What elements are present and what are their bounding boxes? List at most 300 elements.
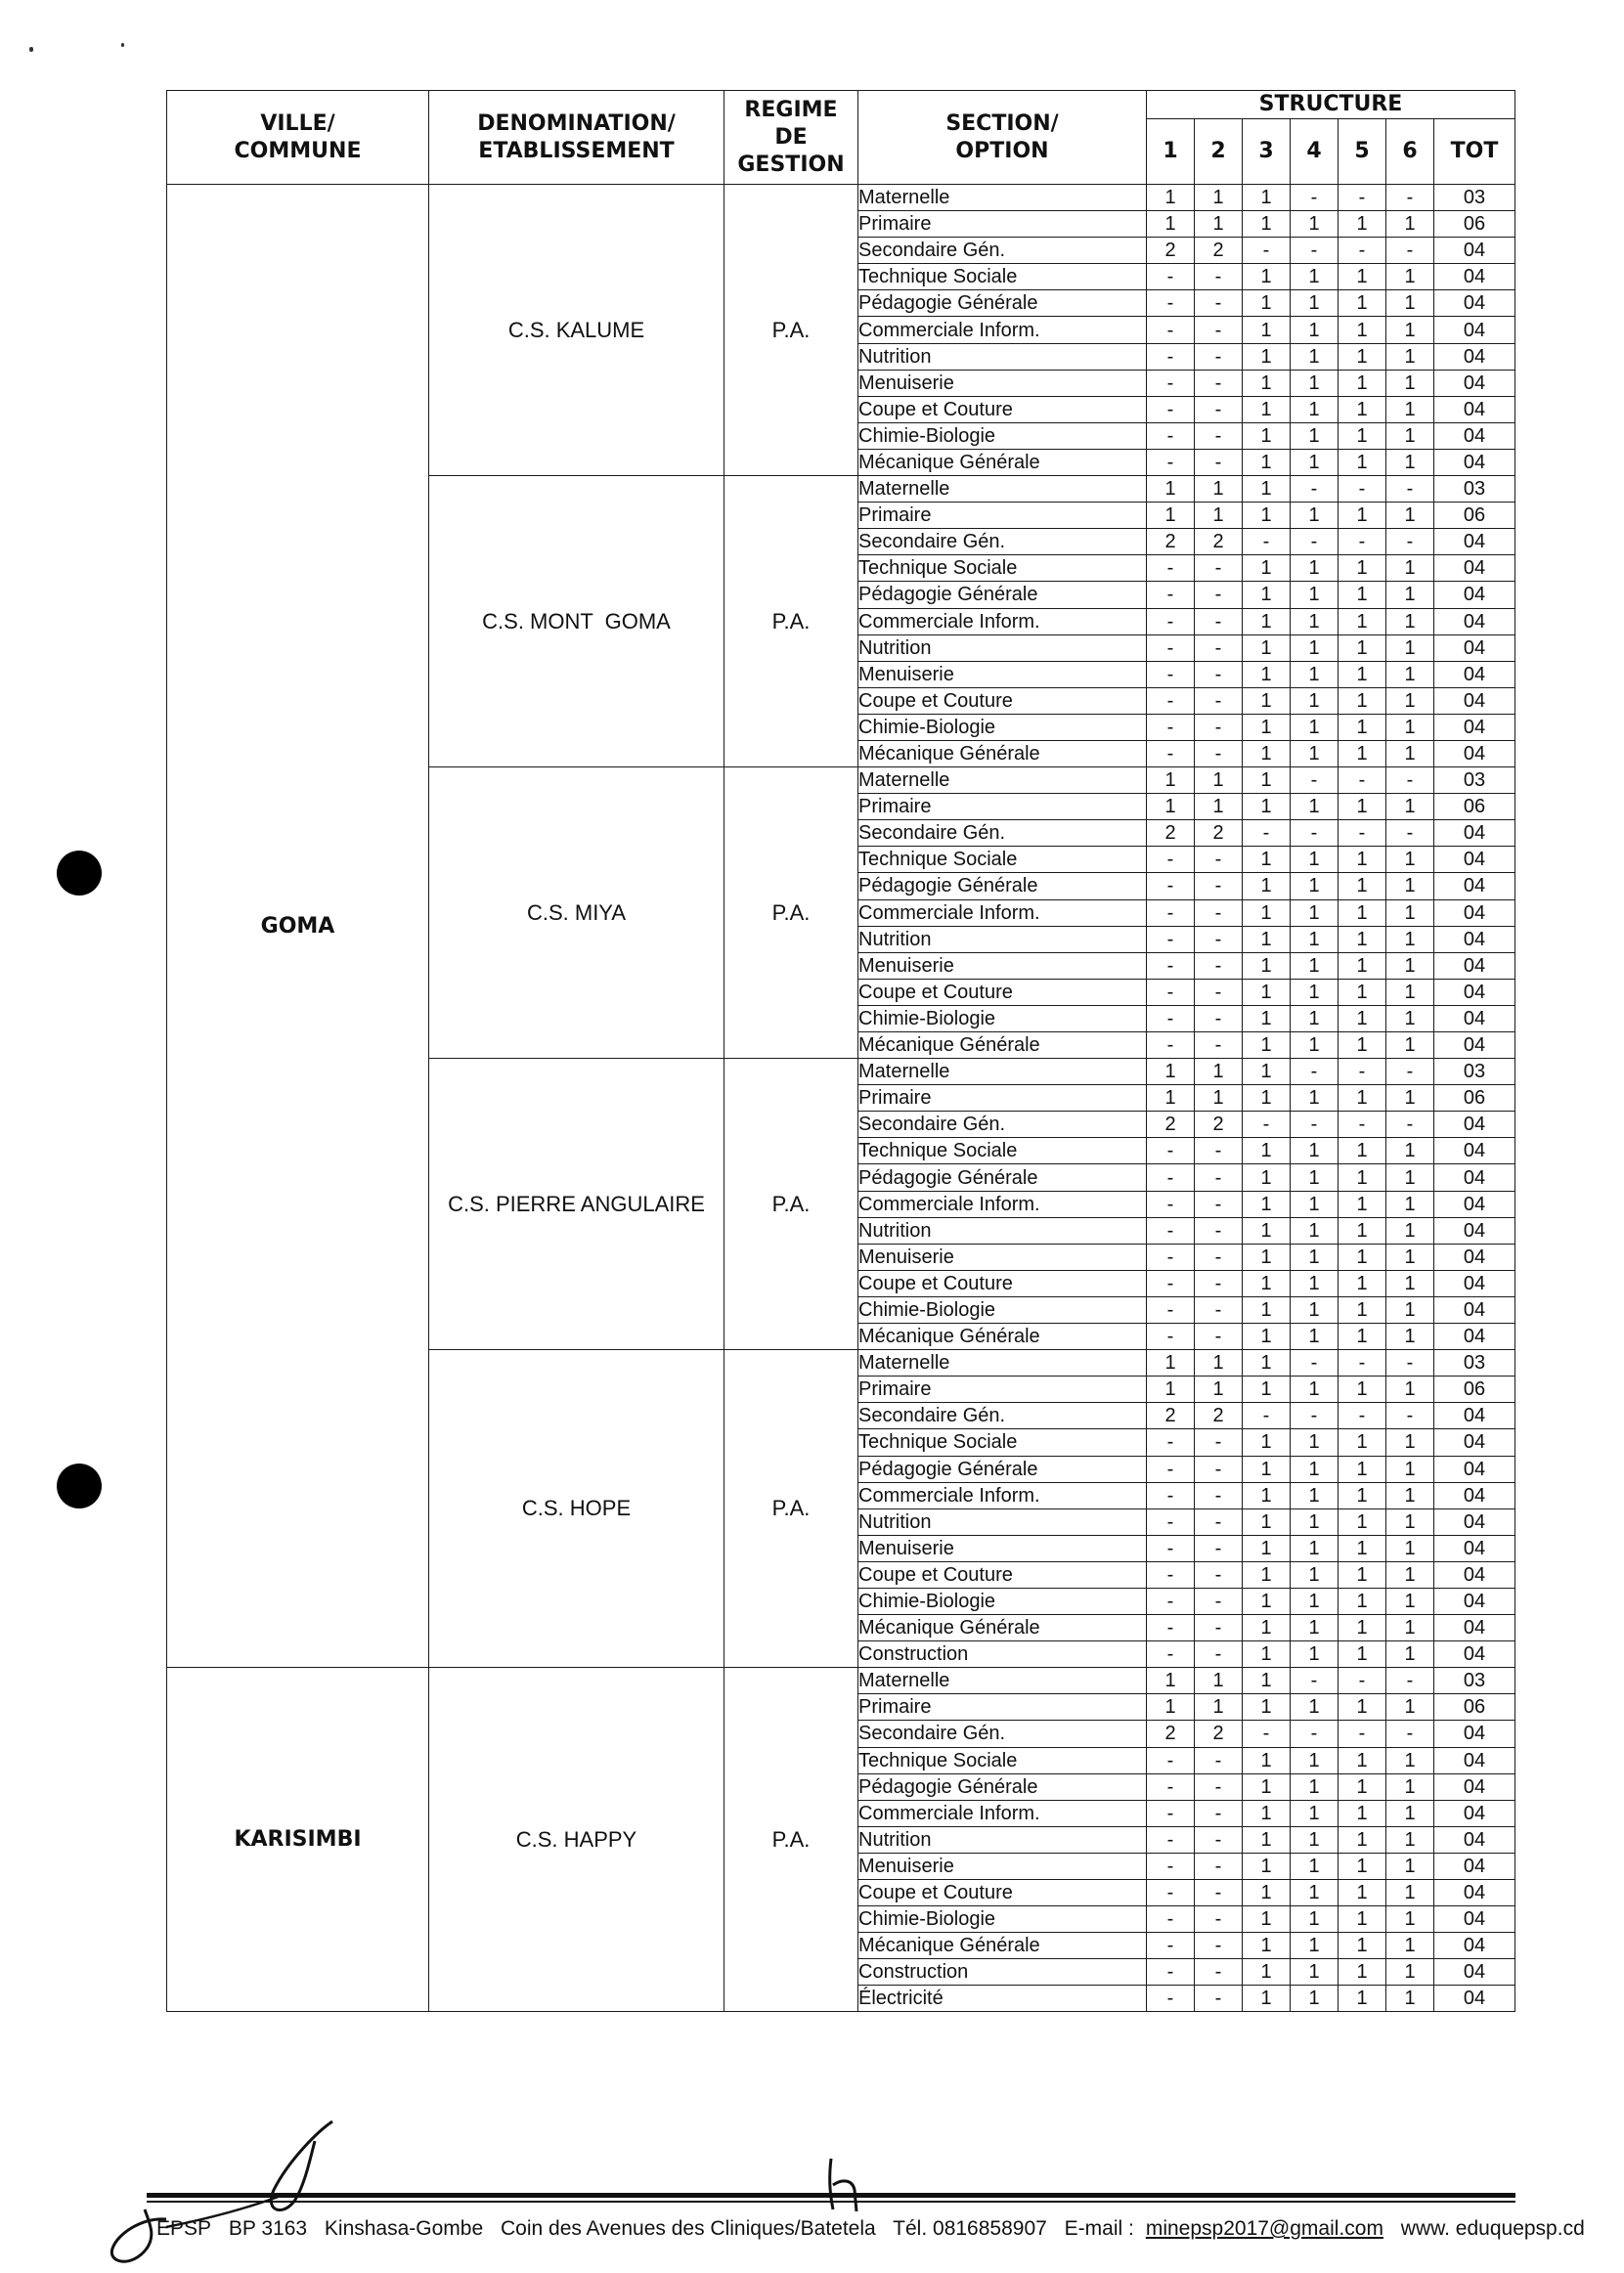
structure-cell-1: -: [1147, 1773, 1195, 1800]
total-cell: 06: [1434, 1694, 1515, 1721]
structure-cell-6: -: [1386, 820, 1434, 847]
total-cell: 04: [1434, 1959, 1515, 1986]
structure-cell-5: 1: [1339, 1588, 1386, 1614]
structure-cell-4: 1: [1291, 1164, 1339, 1191]
structure-cell-6: 1: [1386, 1164, 1434, 1191]
option-cell: Commerciale Inform.: [858, 899, 1147, 926]
structure-cell-4: 1: [1291, 1138, 1339, 1164]
structure-cell-4: 1: [1291, 1217, 1339, 1244]
structure-cell-5: 1: [1339, 1456, 1386, 1482]
structure-cell-3: 1: [1243, 1880, 1291, 1906]
option-cell: Menuiserie: [858, 952, 1147, 979]
structure-cell-5: 1: [1339, 1085, 1386, 1112]
structure-cell-3: 1: [1243, 1561, 1291, 1588]
structure-cell-2: -: [1195, 1324, 1243, 1350]
structure-cell-6: 1: [1386, 290, 1434, 317]
scan-speck: [29, 47, 33, 52]
structure-cell-2: -: [1195, 1641, 1243, 1668]
structure-cell-4: -: [1291, 767, 1339, 794]
structure-cell-2: 1: [1195, 1694, 1243, 1721]
footer-rule: [147, 2193, 1515, 2198]
structure-cell-5: 1: [1339, 264, 1386, 290]
regime-cell: P.A.: [724, 1668, 858, 2012]
structure-cell-1: -: [1147, 979, 1195, 1005]
structure-cell-3: 1: [1243, 185, 1291, 211]
option-cell: Coupe et Couture: [858, 687, 1147, 714]
structure-cell-4: 1: [1291, 1853, 1339, 1879]
header-denomination: DENOMINATION/ ETABLISSEMENT: [429, 91, 724, 185]
structure-cell-2: -: [1195, 1880, 1243, 1906]
total-cell: 04: [1434, 634, 1515, 661]
structure-cell-2: 2: [1195, 820, 1243, 847]
structure-cell-1: -: [1147, 396, 1195, 422]
structure-cell-6: 1: [1386, 1906, 1434, 1933]
structure-cell-4: 1: [1291, 608, 1339, 634]
regime-cell: P.A.: [724, 185, 858, 476]
structure-cell-3: 1: [1243, 714, 1291, 740]
structure-cell-1: -: [1147, 1588, 1195, 1614]
structure-cell-3: 1: [1243, 1800, 1291, 1826]
footer-address: Coin des Avenues des Cliniques/Batetela: [501, 2217, 876, 2240]
structure-cell-4: -: [1291, 1403, 1339, 1429]
structure-cell-4: 1: [1291, 1535, 1339, 1561]
total-cell: 04: [1434, 529, 1515, 555]
structure-cell-5: 1: [1339, 1747, 1386, 1773]
structure-cell-6: 1: [1386, 1641, 1434, 1668]
structure-cell-1: -: [1147, 1641, 1195, 1668]
structure-cell-4: 1: [1291, 661, 1339, 687]
structure-cell-1: -: [1147, 422, 1195, 449]
option-cell: Secondaire Gén.: [858, 1403, 1147, 1429]
structure-cell-2: -: [1195, 687, 1243, 714]
total-cell: 04: [1434, 238, 1515, 264]
structure-cell-2: 1: [1195, 211, 1243, 238]
option-cell: Coupe et Couture: [858, 1880, 1147, 1906]
structure-cell-1: 2: [1147, 529, 1195, 555]
structure-cell-5: 1: [1339, 952, 1386, 979]
structure-cell-5: 1: [1339, 926, 1386, 952]
option-cell: Pédagogie Générale: [858, 1773, 1147, 1800]
option-cell: Technique Sociale: [858, 264, 1147, 290]
structure-cell-1: -: [1147, 290, 1195, 317]
option-cell: Secondaire Gén.: [858, 1721, 1147, 1747]
option-cell: Technique Sociale: [858, 1138, 1147, 1164]
structure-cell-5: 1: [1339, 661, 1386, 687]
structure-cell-6: 1: [1386, 370, 1434, 396]
structure-cell-6: 1: [1386, 1826, 1434, 1853]
total-cell: 04: [1434, 264, 1515, 290]
structure-cell-3: 1: [1243, 1773, 1291, 1800]
structure-cell-3: 1: [1243, 422, 1291, 449]
structure-cell-2: 1: [1195, 503, 1243, 529]
structure-cell-3: 1: [1243, 899, 1291, 926]
structure-cell-6: 1: [1386, 1138, 1434, 1164]
header-col-3: 3: [1243, 119, 1291, 185]
structure-cell-1: -: [1147, 1906, 1195, 1933]
structure-cell-3: 1: [1243, 794, 1291, 820]
structure-cell-5: 1: [1339, 1641, 1386, 1668]
structure-cell-5: -: [1339, 476, 1386, 503]
structure-cell-1: -: [1147, 1270, 1195, 1296]
structure-cell-5: -: [1339, 820, 1386, 847]
structure-cell-5: -: [1339, 1403, 1386, 1429]
structure-cell-6: -: [1386, 767, 1434, 794]
option-cell: Commerciale Inform.: [858, 317, 1147, 343]
structure-cell-2: -: [1195, 264, 1243, 290]
structure-cell-3: -: [1243, 1403, 1291, 1429]
structure-cell-6: 1: [1386, 687, 1434, 714]
structure-cell-5: 1: [1339, 449, 1386, 475]
structure-cell-5: 1: [1339, 1986, 1386, 2012]
header-col-5: 5: [1339, 119, 1386, 185]
option-cell: Mécanique Générale: [858, 1615, 1147, 1641]
option-cell: Pédagogie Générale: [858, 873, 1147, 899]
footer-org: EPSP: [156, 2217, 212, 2240]
option-cell: Primaire: [858, 1377, 1147, 1403]
option-cell: Électricité: [858, 1986, 1147, 2012]
structure-cell-1: -: [1147, 926, 1195, 952]
structure-cell-2: -: [1195, 1032, 1243, 1059]
establishment-name: C.S. MONT GOMA: [429, 476, 724, 767]
structure-cell-6: 1: [1386, 979, 1434, 1005]
structure-cell-2: -: [1195, 1217, 1243, 1244]
structure-cell-2: 1: [1195, 1377, 1243, 1403]
header-section: SECTION/ OPTION: [858, 91, 1147, 185]
structure-cell-3: 1: [1243, 847, 1291, 873]
structure-cell-5: 1: [1339, 1138, 1386, 1164]
structure-cell-2: 2: [1195, 1721, 1243, 1747]
total-cell: 03: [1434, 1668, 1515, 1694]
structure-cell-2: -: [1195, 873, 1243, 899]
structure-cell-5: 1: [1339, 1615, 1386, 1641]
structure-cell-1: -: [1147, 1482, 1195, 1508]
structure-cell-1: -: [1147, 1959, 1195, 1986]
structure-cell-3: 1: [1243, 1641, 1291, 1668]
structure-cell-1: 1: [1147, 211, 1195, 238]
structure-cell-3: 1: [1243, 1694, 1291, 1721]
option-cell: Maternelle: [858, 1350, 1147, 1377]
structure-cell-3: 1: [1243, 1826, 1291, 1853]
punch-hole-top: [57, 851, 102, 896]
structure-cell-6: 1: [1386, 1800, 1434, 1826]
structure-cell-1: -: [1147, 1880, 1195, 1906]
total-cell: 04: [1434, 1112, 1515, 1138]
structure-cell-6: 1: [1386, 449, 1434, 475]
structure-cell-2: -: [1195, 1561, 1243, 1588]
structure-cell-2: -: [1195, 290, 1243, 317]
structure-cell-4: -: [1291, 185, 1339, 211]
structure-cell-1: -: [1147, 1535, 1195, 1561]
total-cell: 04: [1434, 899, 1515, 926]
structure-cell-3: 1: [1243, 634, 1291, 661]
option-cell: Nutrition: [858, 1508, 1147, 1535]
structure-cell-2: 1: [1195, 476, 1243, 503]
structure-cell-4: -: [1291, 1059, 1339, 1085]
header-col-4: 4: [1291, 119, 1339, 185]
total-cell: 04: [1434, 1508, 1515, 1535]
structure-cell-4: 1: [1291, 264, 1339, 290]
structure-cell-2: -: [1195, 1138, 1243, 1164]
option-cell: Coupe et Couture: [858, 979, 1147, 1005]
structure-cell-6: -: [1386, 1059, 1434, 1085]
structure-cell-6: -: [1386, 238, 1434, 264]
structure-cell-2: -: [1195, 1191, 1243, 1217]
structure-cell-2: -: [1195, 1270, 1243, 1296]
structure-cell-6: 1: [1386, 899, 1434, 926]
signature-left: [88, 2102, 342, 2273]
structure-cell-2: 1: [1195, 1059, 1243, 1085]
structure-cell-6: 1: [1386, 873, 1434, 899]
option-cell: Maternelle: [858, 185, 1147, 211]
structure-cell-6: 1: [1386, 422, 1434, 449]
structure-cell-3: 1: [1243, 926, 1291, 952]
structure-cell-6: -: [1386, 1668, 1434, 1694]
structure-cell-6: 1: [1386, 1535, 1434, 1561]
regime-cell: P.A.: [724, 1350, 858, 1668]
structure-cell-3: 1: [1243, 1032, 1291, 1059]
structure-cell-5: 1: [1339, 1880, 1386, 1906]
structure-cell-5: 1: [1339, 794, 1386, 820]
footer-website: www. eduquepsp.cd: [1400, 2217, 1585, 2240]
footer-email: minepsp2017@gmail.com: [1145, 2217, 1383, 2240]
structure-cell-2: -: [1195, 396, 1243, 422]
structure-cell-1: -: [1147, 264, 1195, 290]
structure-cell-5: 1: [1339, 1906, 1386, 1933]
structure-cell-3: 1: [1243, 1191, 1291, 1217]
total-cell: 04: [1434, 687, 1515, 714]
total-cell: 04: [1434, 1032, 1515, 1059]
structure-cell-4: -: [1291, 1668, 1339, 1694]
structure-cell-2: 1: [1195, 1350, 1243, 1377]
structure-cell-3: 1: [1243, 687, 1291, 714]
structure-cell-1: -: [1147, 1800, 1195, 1826]
structure-cell-2: -: [1195, 422, 1243, 449]
structure-cell-6: 1: [1386, 634, 1434, 661]
structure-cell-4: 1: [1291, 1561, 1339, 1588]
structure-cell-5: 1: [1339, 714, 1386, 740]
structure-cell-1: -: [1147, 343, 1195, 370]
structure-cell-2: -: [1195, 582, 1243, 608]
structure-cell-4: 1: [1291, 873, 1339, 899]
structure-cell-3: 1: [1243, 608, 1291, 634]
structure-cell-6: 1: [1386, 1694, 1434, 1721]
structure-cell-3: 1: [1243, 767, 1291, 794]
structure-cell-1: -: [1147, 370, 1195, 396]
structure-cell-1: -: [1147, 1296, 1195, 1323]
total-cell: 04: [1434, 926, 1515, 952]
structure-cell-5: 1: [1339, 634, 1386, 661]
total-cell: 04: [1434, 740, 1515, 766]
structure-cell-1: 1: [1147, 185, 1195, 211]
footer-bp: BP 3163: [228, 2217, 308, 2240]
structure-cell-6: 1: [1386, 1933, 1434, 1959]
structure-cell-4: 1: [1291, 899, 1339, 926]
signature-center: [821, 2151, 870, 2219]
footer-city: Kinshasa-Gombe: [324, 2217, 484, 2240]
total-cell: 03: [1434, 185, 1515, 211]
structure-cell-4: 1: [1291, 1429, 1339, 1456]
structure-cell-6: 1: [1386, 1561, 1434, 1588]
structure-cell-4: 1: [1291, 1800, 1339, 1826]
structure-cell-5: -: [1339, 1668, 1386, 1694]
structure-cell-4: 1: [1291, 1933, 1339, 1959]
structure-cell-1: -: [1147, 317, 1195, 343]
structure-cell-1: 1: [1147, 1059, 1195, 1085]
structure-cell-4: 1: [1291, 555, 1339, 582]
total-cell: 04: [1434, 422, 1515, 449]
option-cell: Coupe et Couture: [858, 1561, 1147, 1588]
structure-cell-5: 1: [1339, 1296, 1386, 1323]
total-cell: 04: [1434, 1906, 1515, 1933]
option-cell: Primaire: [858, 503, 1147, 529]
structure-cell-6: 1: [1386, 1508, 1434, 1535]
structure-cell-5: -: [1339, 1059, 1386, 1085]
structure-cell-4: 1: [1291, 740, 1339, 766]
total-cell: 04: [1434, 1535, 1515, 1561]
structure-cell-6: 1: [1386, 264, 1434, 290]
structure-cell-5: 1: [1339, 1853, 1386, 1879]
structure-cell-4: 1: [1291, 1482, 1339, 1508]
structure-cell-3: 1: [1243, 1270, 1291, 1296]
structure-cell-2: -: [1195, 343, 1243, 370]
structure-cell-3: 1: [1243, 211, 1291, 238]
option-cell: Secondaire Gén.: [858, 820, 1147, 847]
structure-cell-6: 1: [1386, 1244, 1434, 1270]
structure-cell-2: -: [1195, 1535, 1243, 1561]
option-cell: Pédagogie Générale: [858, 1456, 1147, 1482]
structure-cell-1: -: [1147, 1747, 1195, 1773]
option-cell: Chimie-Biologie: [858, 1588, 1147, 1614]
structure-cell-3: 1: [1243, 1482, 1291, 1508]
structure-cell-4: 1: [1291, 1773, 1339, 1800]
option-cell: Construction: [858, 1959, 1147, 1986]
option-cell: Mécanique Générale: [858, 1032, 1147, 1059]
structure-cell-6: 1: [1386, 1005, 1434, 1031]
structure-cell-6: -: [1386, 1350, 1434, 1377]
structure-cell-6: 1: [1386, 847, 1434, 873]
structure-cell-2: -: [1195, 1482, 1243, 1508]
establishment-name: C.S. HAPPY: [429, 1668, 724, 2012]
option-cell: Coupe et Couture: [858, 1270, 1147, 1296]
total-cell: 04: [1434, 343, 1515, 370]
structure-cell-3: 1: [1243, 1377, 1291, 1403]
structure-cell-5: 1: [1339, 740, 1386, 766]
option-cell: Commerciale Inform.: [858, 608, 1147, 634]
structure-cell-4: 1: [1291, 1694, 1339, 1721]
structure-cell-2: -: [1195, 1588, 1243, 1614]
structure-cell-3: 1: [1243, 317, 1291, 343]
structure-cell-2: -: [1195, 317, 1243, 343]
structure-cell-3: -: [1243, 1721, 1291, 1747]
structure-cell-4: 1: [1291, 503, 1339, 529]
structure-cell-4: 1: [1291, 422, 1339, 449]
total-cell: 06: [1434, 1085, 1515, 1112]
option-cell: Nutrition: [858, 634, 1147, 661]
structure-cell-5: 1: [1339, 847, 1386, 873]
structure-cell-2: -: [1195, 1906, 1243, 1933]
total-cell: 03: [1434, 1059, 1515, 1085]
structure-cell-2: 1: [1195, 794, 1243, 820]
structure-cell-6: -: [1386, 529, 1434, 555]
establishment-name: C.S. HOPE: [429, 1350, 724, 1668]
total-cell: 04: [1434, 1561, 1515, 1588]
structure-cell-6: 1: [1386, 1456, 1434, 1482]
structure-cell-1: 1: [1147, 476, 1195, 503]
option-cell: Mécanique Générale: [858, 1324, 1147, 1350]
structure-cell-3: 1: [1243, 1429, 1291, 1456]
structure-cell-1: 1: [1147, 1668, 1195, 1694]
structure-cell-1: -: [1147, 740, 1195, 766]
structure-cell-1: 1: [1147, 794, 1195, 820]
structure-cell-4: 1: [1291, 687, 1339, 714]
structure-cell-6: -: [1386, 185, 1434, 211]
structure-cell-1: -: [1147, 1615, 1195, 1641]
option-cell: Chimie-Biologie: [858, 1906, 1147, 1933]
structure-cell-2: -: [1195, 1773, 1243, 1800]
establishment-name: C.S. PIERRE ANGULAIRE: [429, 1059, 724, 1350]
structure-cell-3: 1: [1243, 873, 1291, 899]
structure-cell-2: 1: [1195, 767, 1243, 794]
structure-cell-2: -: [1195, 714, 1243, 740]
option-cell: Pédagogie Générale: [858, 290, 1147, 317]
structure-cell-5: 1: [1339, 317, 1386, 343]
structure-cell-3: 1: [1243, 1005, 1291, 1031]
structure-cell-5: 1: [1339, 370, 1386, 396]
structure-cell-5: -: [1339, 1112, 1386, 1138]
structure-cell-4: 1: [1291, 1508, 1339, 1535]
structure-cell-3: 1: [1243, 1164, 1291, 1191]
structure-cell-5: 1: [1339, 873, 1386, 899]
option-cell: Menuiserie: [858, 370, 1147, 396]
footer-email-label: E-mail :: [1064, 2217, 1134, 2240]
structure-cell-6: -: [1386, 1403, 1434, 1429]
structure-cell-4: 1: [1291, 396, 1339, 422]
total-cell: 04: [1434, 449, 1515, 475]
option-cell: Secondaire Gén.: [858, 529, 1147, 555]
structure-cell-3: 1: [1243, 449, 1291, 475]
structure-cell-6: 1: [1386, 343, 1434, 370]
structure-cell-1: 1: [1147, 1694, 1195, 1721]
total-cell: 04: [1434, 1880, 1515, 1906]
structure-cell-2: -: [1195, 1853, 1243, 1879]
total-cell: 03: [1434, 476, 1515, 503]
option-cell: Chimie-Biologie: [858, 422, 1147, 449]
establishment-name: C.S. KALUME: [429, 185, 724, 476]
structure-cell-6: 1: [1386, 608, 1434, 634]
structure-cell-3: 1: [1243, 1296, 1291, 1323]
structure-cell-2: -: [1195, 740, 1243, 766]
total-cell: 04: [1434, 290, 1515, 317]
option-cell: Primaire: [858, 1085, 1147, 1112]
regime-cell: P.A.: [724, 1059, 858, 1350]
structure-cell-3: 1: [1243, 1138, 1291, 1164]
option-cell: Technique Sociale: [858, 847, 1147, 873]
structure-cell-1: -: [1147, 1191, 1195, 1217]
option-cell: Menuiserie: [858, 1853, 1147, 1879]
structure-cell-3: 1: [1243, 290, 1291, 317]
total-cell: 04: [1434, 1403, 1515, 1429]
structure-cell-3: 1: [1243, 1933, 1291, 1959]
structure-cell-1: -: [1147, 449, 1195, 475]
structure-cell-4: 1: [1291, 714, 1339, 740]
structure-cell-4: 1: [1291, 1324, 1339, 1350]
structure-cell-5: -: [1339, 767, 1386, 794]
total-cell: 04: [1434, 1456, 1515, 1482]
total-cell: 04: [1434, 317, 1515, 343]
structure-cell-2: -: [1195, 1959, 1243, 1986]
structure-cell-3: 1: [1243, 1588, 1291, 1614]
structure-cell-6: 1: [1386, 1191, 1434, 1217]
